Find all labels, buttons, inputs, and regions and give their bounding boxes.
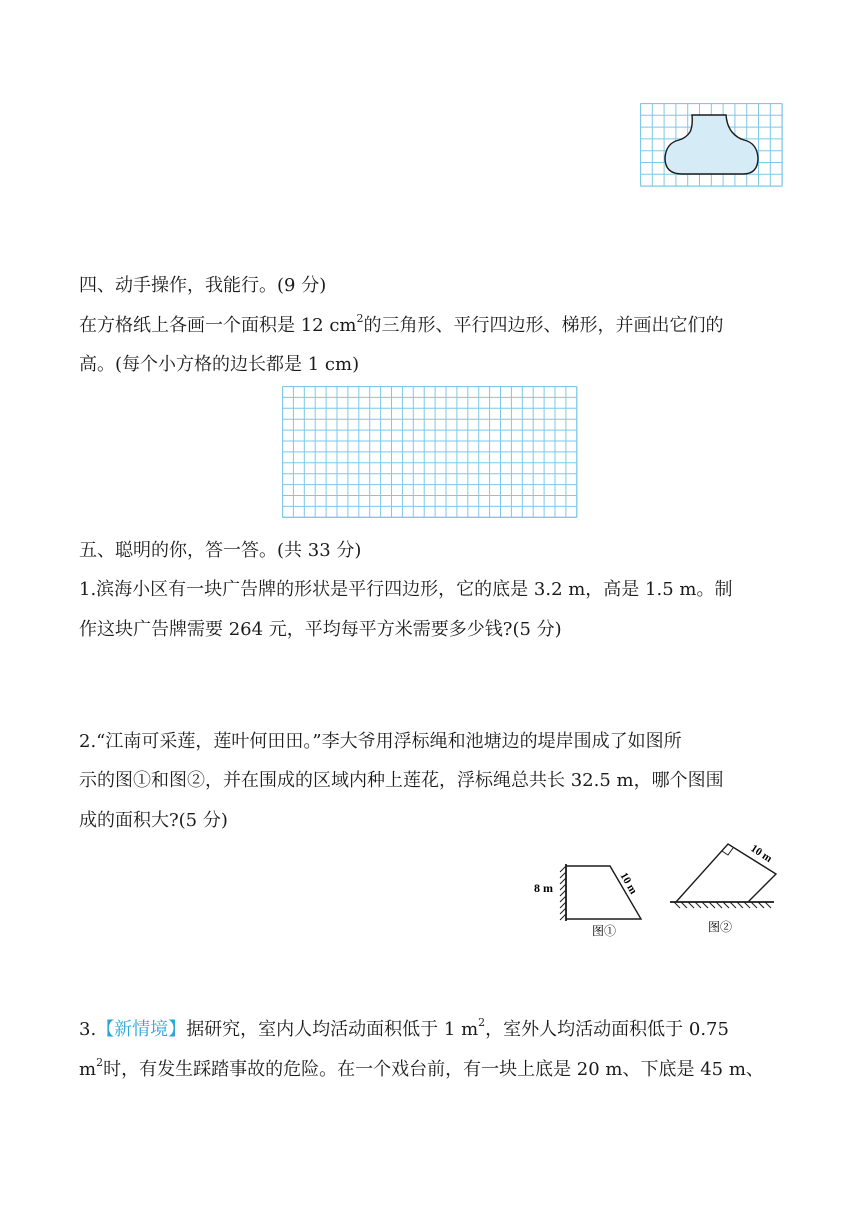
section4-heading: 四、动手操作，我能行。(9 分)	[79, 275, 327, 296]
q3-line1: 3.【新情境】据研究，室内人均活动面积低于 1 $m^2$，室外人均活动面积低于 0.75	[79, 1016, 729, 1040]
section4-instruction-line2: 高。(每个小方格的边长都是 1 cm)	[79, 354, 360, 375]
embankment-hatch	[560, 866, 566, 920]
fig1-height-label: 8 m	[534, 881, 553, 895]
q2-line1: 2.“江南可采莲，莲叶何田田。”李大爷用浮标绳和池塘边的堤岸围成了如图所	[79, 731, 682, 752]
embankment-hatch	[674, 902, 771, 908]
drawing-grid[interactable]	[282, 386, 579, 524]
fig2-caption: 图②	[708, 920, 733, 934]
section5-heading: 五、聪明的你，答一答。(共 33 分)	[79, 540, 362, 561]
figure-2	[670, 836, 790, 936]
q1-line1: 1.滨海小区有一块广告牌的形状是平行四边形，它的底是 3.2 m，高是 1.5 m。制	[79, 579, 733, 600]
q2-line2: 示的图①和图②，并在围成的区域内种上莲花，浮标绳总共长 32.5 m，哪个图围	[79, 770, 724, 791]
vase-grid-figure	[640, 103, 783, 189]
figure-1	[530, 858, 650, 938]
fig1-caption: 图①	[592, 924, 617, 938]
q3-line2: $m^2$时，有发生踩踏事故的危险。在一个戏台前，有一块上底是 20 m、下底是 45 m、	[79, 1056, 764, 1080]
vase-shape	[665, 115, 758, 174]
new-situation-tag: 【新情境】	[96, 1019, 187, 1040]
fig2-side-label: 10 m	[748, 842, 775, 866]
section4-instruction-line1: 在方格纸上各画一个面积是 12 $cm^2$的三角形、平行四边形、梯形，并画出它们的	[79, 312, 724, 336]
q2-line3: 成的面积大?(5 分)	[79, 810, 228, 831]
fig1-side-label: 10 m	[617, 870, 640, 897]
q1-line2: 作这块广告牌需要 264 元，平均每平方米需要多少钱?(5 分)	[79, 619, 562, 640]
